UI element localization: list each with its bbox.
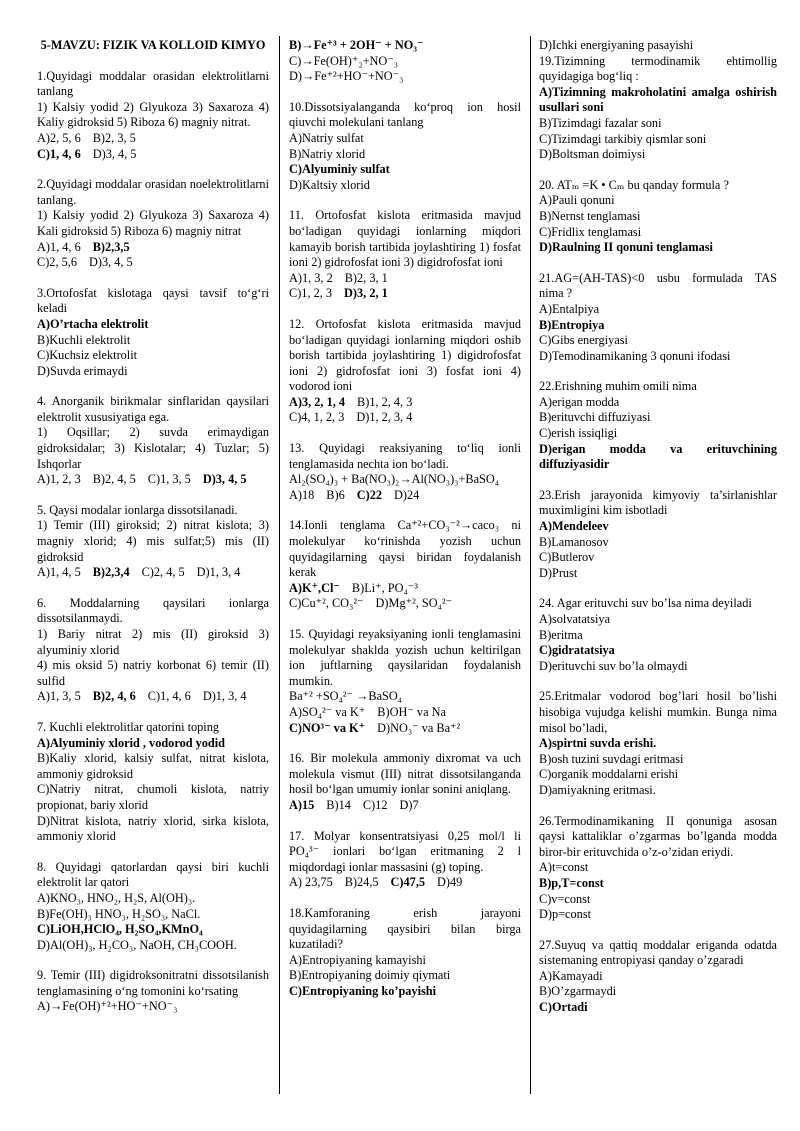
answer-option: B)1, 2, 4, 3 (357, 394, 413, 409)
question-text: 9. Temir (III) digidroksonitratni dissotsilanish tenglamasining o‘ng tomonini ko‘rsating (37, 968, 269, 998)
correct-answer: A)K⁺,Cl⁻ (289, 580, 340, 595)
question-block (539, 488, 777, 582)
answer-option: D)p=const (539, 907, 592, 922)
correct-answer: B)Entropiya (539, 317, 605, 332)
question-block (37, 720, 269, 845)
answer-option: B)6 (326, 487, 345, 502)
answer-option: C)v=const (539, 891, 591, 906)
question-block (539, 38, 777, 163)
answer-option: B)eritma (539, 627, 583, 642)
question-block (289, 208, 521, 302)
answer-option: B)2, 3, 1 (344, 270, 388, 285)
correct-answer: C)22 (356, 487, 383, 502)
answer-options-row (37, 255, 269, 271)
answer-option: B)OH⁻ va Na (377, 704, 446, 719)
answer-option: A)Entropiyaning kamayishi (289, 952, 426, 967)
answer-option: C)erish issiqligi (539, 426, 618, 441)
answer-option: Ba⁺² +SO₄²⁻ →BaSO₄ (289, 689, 403, 704)
answer-option: D)1, 3, 4 (196, 565, 241, 580)
answer-option: B)24,5 (344, 875, 379, 890)
question-text: 10.Dissotsiyalanganda ko‘proq ion hosil qiuvchi molekulani tanlang (289, 99, 521, 130)
question-block (37, 286, 269, 380)
correct-answer: A)O’rtacha elektrolit (37, 316, 149, 331)
answer-option: C)1, 3, 5 (147, 472, 191, 487)
answer-options-row (37, 131, 269, 147)
question-text: 5. Qaysi modalar ionlarga dissotsilanadi. (37, 502, 238, 517)
correct-answer: D)Raulning II qonuni tenglamasi (539, 240, 713, 255)
answer-option: A)Kamayadi (539, 968, 603, 983)
correct-answer: C)LiOH,HClO₄, H₂SO₄,KMnO₄ (37, 922, 203, 937)
answer-options-row (37, 565, 269, 581)
question-block (289, 317, 521, 426)
question-text: 25.Eritmalar vodorod bog’lari hosil bo’lishi hisobiga vujudga kelishi mumkin. Bunga nima misol bo’ladi, (539, 689, 777, 735)
question-block (539, 814, 777, 923)
answer-option: A)t=const (539, 860, 589, 875)
answer-options-row (289, 286, 521, 302)
answer-option: C)→Fe(OH)⁺₂+NO⁻₃ (289, 53, 399, 68)
answer-option: D)Al(OH)₃, H₂CO₃, NaOH, CH₃COOH. (37, 937, 237, 952)
answer-option: B)2, 4, 5 (92, 472, 136, 487)
correct-answer: A)15 (289, 797, 315, 812)
answer-option: D)24 (394, 487, 420, 502)
answer-options-row (289, 875, 521, 891)
question-block (289, 518, 521, 612)
answer-option: B)2, 3, 5 (92, 130, 136, 145)
question-text: 6. Moddalarning qaysilari ionlarga dissotsilanmaydi. (37, 595, 269, 626)
answer-option: D)1, 2, 3, 4 (356, 410, 413, 425)
answer-option: C)2, 5,6 (37, 255, 77, 270)
answer-option: D)Prust (539, 565, 578, 580)
question-block (37, 177, 269, 271)
answer-options-row (37, 689, 269, 705)
correct-answer: D)3, 2, 1 (344, 286, 388, 301)
question-text: 22.Erishning muhim omili nima (539, 379, 697, 394)
correct-answer: C)Entropiyaning ko’payishi (289, 983, 437, 998)
question-text: 15. Quyidagi reyaksiyaning ionli tenglamasini molekulyar shaklda yozish uchun keltirilgan ion juftlarning qaysilaridan foydalanish mumkin. (289, 627, 521, 688)
question-text: 20. ATₘ =K • Cₘ bu qanday formula ? (539, 177, 729, 192)
answer-option: C)1, 4, 6 (147, 689, 191, 704)
question-block (37, 503, 269, 581)
answer-option: 19.Tizimning termodinamik ehtimollig quyidagiga bog‘liq : (539, 53, 777, 84)
question-text: 2.Quyidagi moddalar orasidan noelektrolitlarni tanlang. (37, 177, 269, 207)
answer-option: 4) mis oksid 5) natriy korbonat 6) temir (II) sulfid (37, 658, 269, 688)
question-block (37, 860, 269, 954)
answer-option: Al₂(SO₄)₃ + Ba(NO₃)₂→Al(NO₃)₃+BaSO₄ (289, 472, 500, 487)
answer-option: C)Natriy nitrat, chumoli kislota, natriy propionat, bariy xlorid (37, 782, 269, 812)
question-text: 14.Ionli tenglama Ca⁺²+CO₃⁻²→caco₃ ni molekulyar ko‘rinishda yozish uchun quyidagilarning qaysi biridan foydalanish kerak (289, 518, 521, 580)
column-divider-2 (530, 36, 531, 1094)
question-text: 21.AG=(AH-TAS)<0 usbu formulada TAS nima ? (539, 270, 777, 301)
question-text: 18.Kamforaning erish jarayoni quyidagilarning qaysibiri bilan birga kuzatiladi? (289, 905, 521, 952)
answer-option: D)Mg⁺², SO₄²⁻ (375, 596, 453, 611)
answer-option: B)Tizimdagi fazalar soni (539, 115, 662, 130)
question-block (539, 689, 777, 798)
answer-option: B)O’zgarmaydi (539, 984, 617, 999)
answer-option: A)Natriy sulfat (289, 130, 364, 145)
correct-answer: A)3, 2, 1, 4 (289, 394, 346, 409)
question-block (37, 968, 269, 1015)
answer-option: A)1, 4, 5 (37, 565, 81, 580)
question-text: 12. Ortofosfat kislota eritmasida mavjud bo‘ladigan quyidagi ionlarning miqdori oshib borish tartibida joylashtiring 1) digidrofosfat ioni 2) gidrofosfat ioni 3) fosfat ioni 4) vodorod ioni (289, 316, 521, 394)
answer-option: B)erituvchi diffuziyasi (539, 410, 651, 425)
question-text: 16. Bir molekula ammoniy dixromat va uch molekula vismut (III) nitrat dissotsilanganda hosil bo‘lgan umumiy ionlar sonini aniqlang. (289, 751, 521, 797)
answer-options-row (289, 705, 521, 721)
answer-option: D)Suvda erimaydi (37, 363, 128, 378)
correct-answer: D)3, 4, 5 (202, 472, 247, 487)
answer-option: C)Gibs energiyasi (539, 333, 628, 348)
answer-option: D)1, 3, 4 (202, 689, 247, 704)
correct-answer: C)gidratatsiya (539, 643, 615, 658)
answer-option: A) 23,75 (289, 875, 333, 890)
question-text: D)Ichki energiyaning pasayishi (539, 38, 694, 52)
answer-option: A)18 (289, 487, 315, 502)
answer-option: 1) Oqsillar; 2) suvda erimaydigan gidroksidalar; 3) Kislotalar; 4) Tuzlar; 5) Ishqorlar (37, 425, 269, 471)
answer-option: D)erituvchi suv bo’la olmaydi (539, 658, 688, 673)
answer-option: B)Li⁺, PO₄⁻³ (351, 580, 418, 595)
correct-answer: C)1, 4, 6 (37, 146, 81, 161)
answer-option: C)Butlerov (539, 550, 595, 565)
answer-option: D)amiyakning eritmasi. (539, 782, 656, 797)
question-block (289, 627, 521, 736)
answer-option: A)erigan modda (539, 394, 620, 409)
question-block (539, 938, 777, 1016)
answer-option: D)→Fe⁺²+HO⁻+NO⁻₃ (289, 69, 404, 84)
correct-answer: B)→Fe⁺³ + 2OH⁻ + NO₃⁻ (289, 38, 424, 52)
question-block (539, 178, 777, 256)
answer-option: A)1, 3, 5 (37, 689, 81, 704)
answer-option: D)7 (399, 797, 419, 812)
correct-answer: C)Alyuminiy sulfat (289, 162, 390, 177)
column-divider-1 (279, 36, 280, 1094)
answer-option: D)49 (437, 875, 463, 890)
answer-option: 1) Kalsiy yodid 2) Glyukoza 3) Saxaroza 4) Kali gidroksid 5) Riboza 6) magniy nitrat (37, 208, 269, 238)
answer-option: A)SO₄²⁻ va K⁺ (289, 704, 366, 719)
answer-options-row (289, 596, 521, 612)
answer-option: C)2, 4, 5 (141, 565, 185, 580)
answer-options-row (289, 798, 521, 814)
question-block (289, 100, 521, 194)
correct-answer: A)Alyuminiy xlorid , vodorod yodid (37, 735, 226, 750)
answer-option: D)Boltsman doimiysi (539, 147, 646, 162)
correct-answer: B)2,3,5 (92, 239, 130, 254)
question-text: 27.Suyuq va qattiq moddalar eriganda odatda sistemaning entropiyasi qanday o’zgaradi (539, 937, 777, 968)
answer-option: A)KNO₃, HNO₂, H₂S, Al(OH)₃. (37, 890, 196, 905)
answer-option: D)Nitrat kislota, natriy xlorid, sirka kislota, ammoniy xlorid (37, 813, 269, 844)
question-text: 3.Ortofosfat kislotaga qaysi tavsif to‘g‘ri keladi (37, 285, 269, 316)
answer-options-row (37, 147, 269, 163)
answer-option: 1) Temir (III) giroksid; 2) nitrat kislota; 3) magniy xlorid; 4) mis sulfat;5) mis (II) gidroksid (37, 518, 269, 564)
correct-answer: A)spirtni suvda erishi. (539, 736, 657, 751)
answer-options-row (289, 581, 521, 597)
answer-option: D)Temodinamikaning 3 qonuni ifodasi (539, 348, 731, 363)
answer-option: B)osh tuzini suvdagi eritmasi (539, 751, 684, 766)
question-block (539, 271, 777, 365)
correct-answer: A)Tizimning makroholatini amalga oshirish usullari soni (539, 84, 777, 115)
question-text: 23.Erish jarayonida kimyoviy ta’sirlanishlar muximligini kim isbotladi (539, 487, 777, 518)
answer-option: B)14 (326, 797, 351, 812)
question-text: 13. Quyidagi reaksiyaning to‘liq ionli tenglamasida nechta ion bo‘ladi. (289, 441, 521, 471)
answer-option: A)solvatatsiya (539, 612, 611, 626)
question-text: 1.Quyidagi moddalar orasidan elektrolitlarni tanlang (37, 68, 269, 99)
correct-answer: D)erigan modda va erituvchining diffuziyasidir (539, 441, 777, 472)
answer-option: C)Fridlix tenglamasi (539, 224, 642, 239)
answer-option: C)Kuchsiz elektrolit (37, 348, 138, 363)
question-text: 4. Anorganik birikmalar sinflaridan qaysilari elektrolit xususiyatiga ega. (37, 394, 269, 424)
answer-option: B)Natriy xlorid (289, 146, 366, 161)
answer-option: A)1, 2, 3 (37, 472, 81, 487)
answer-option: C)12 (362, 797, 388, 812)
answer-option: A)Entalpiya (539, 301, 600, 316)
question-block (289, 38, 521, 85)
question-block (289, 906, 521, 1000)
answer-options-row (289, 271, 521, 287)
question-text: 7. Kuchli elektrolitlar qatorini toping (37, 719, 220, 734)
question-block (289, 751, 521, 813)
question-block (539, 379, 777, 473)
answer-option: B)Lamanosov (539, 534, 609, 549)
answer-options-row (289, 410, 521, 426)
answer-option: B)Kaliy xlorid, kalsiy sulfat, nitrat kislota, ammoniy gidroksid (37, 751, 269, 781)
answer-option: B)Kuchli elektrolit (37, 332, 131, 347)
column-1 (37, 38, 269, 1030)
answer-option: D)3, 4, 5 (92, 146, 137, 161)
correct-answer: A)Mendeleev (539, 519, 609, 534)
answer-option: C)Tizimdagi tarkibiy qismlar soni (539, 131, 707, 146)
question-block (37, 596, 269, 705)
question-text: 11. Ortofosfat kislota eritmasida mavjud bo‘ladigan quyidagi ionlarning miqdori kamayib borish tartibida joylashtiring 1) fosfat ioni 2) gidrofosfat ioni 3) digidrofosfat ioni (289, 208, 521, 270)
answer-option: A)→Fe(OH)⁺²+HO⁻+NO⁻₃ (37, 999, 178, 1014)
answer-option: D)Kaltsiy xlorid (289, 177, 370, 192)
answer-option: B)Nernst tenglamasi (539, 208, 641, 223)
answer-option: D)NO₃⁻ va Ba⁺² (377, 720, 461, 735)
correct-answer: C)NO³⁻ va K⁺ (289, 720, 366, 735)
answer-option: 1) Bariy nitrat 2) mis (II) giroksid 3) alyuminiy xlorid (37, 627, 269, 657)
answer-options-row (289, 395, 521, 411)
question-block (289, 829, 521, 891)
answer-option: C)organik moddalarni erishi (539, 767, 679, 782)
answer-option: A)1, 3, 2 (289, 270, 333, 285)
answer-option: A)1, 4, 6 (37, 239, 81, 254)
answer-option: C)Cu⁺², CO₃²⁻ (289, 596, 364, 611)
answer-option: 1) Kalsiy yodid 2) Glyukoza 3) Saxaroza 4) Kaliy gidroksid 5) Riboza 6) magniy nitrat. (37, 99, 269, 130)
answer-options-row (289, 488, 521, 504)
answer-option: D)3, 4, 5 (88, 255, 133, 270)
answer-options-row (37, 240, 269, 256)
answer-option: A)Pauli qonuni (539, 193, 615, 208)
question-block (289, 441, 521, 503)
answer-options-row (289, 721, 521, 737)
question-block (539, 596, 777, 674)
answer-option: C)1, 2, 3 (289, 286, 333, 301)
question-text: 8. Quyidagi qatorlardan qaysi biri kuchli elektrolit lar qatori (37, 859, 269, 890)
correct-answer: B)p,T=const (539, 875, 604, 890)
page-title: 5-MAVZU: FIZIK VA KOLLOID KIMYO (40, 38, 266, 52)
answer-options-row (37, 472, 269, 488)
correct-answer: C)Ortadi (539, 1000, 588, 1015)
correct-answer: B)2,3,4 (92, 565, 130, 580)
answer-option: B)Fe(OH)₃ HNO₃, H₂SO₃, NaCl. (37, 906, 201, 921)
question-text: 17. Molyar konsentratsiyasi 0,25 mol/l li PO₄³⁻ ionlari bo‘lgan eritmaning 2 l miqdordagi ionlar massasini (g) toping. (289, 828, 521, 874)
question-text: 24. Agar erituvchi suv bo’lsa nima deyiladi (539, 596, 752, 611)
correct-answer: B)2, 4, 6 (92, 689, 136, 704)
question-block (37, 394, 269, 488)
answer-option: C)4, 1, 2, 3 (289, 410, 345, 425)
correct-answer: C)47,5 (390, 875, 426, 890)
question-text: 26.Termodinamikaning II qonuniga asosan qaysi kattaliklar o’zgarmas bo’lganda modda biror-bir erituvchida o’z-o’zidan eriydi. (539, 813, 777, 859)
column-3 (539, 38, 777, 1031)
answer-option: B)Entropiyaning doimiy qiymati (289, 968, 451, 983)
answer-option: A)2, 5, 6 (37, 130, 81, 145)
column-2 (289, 38, 521, 1014)
question-block (37, 69, 269, 163)
